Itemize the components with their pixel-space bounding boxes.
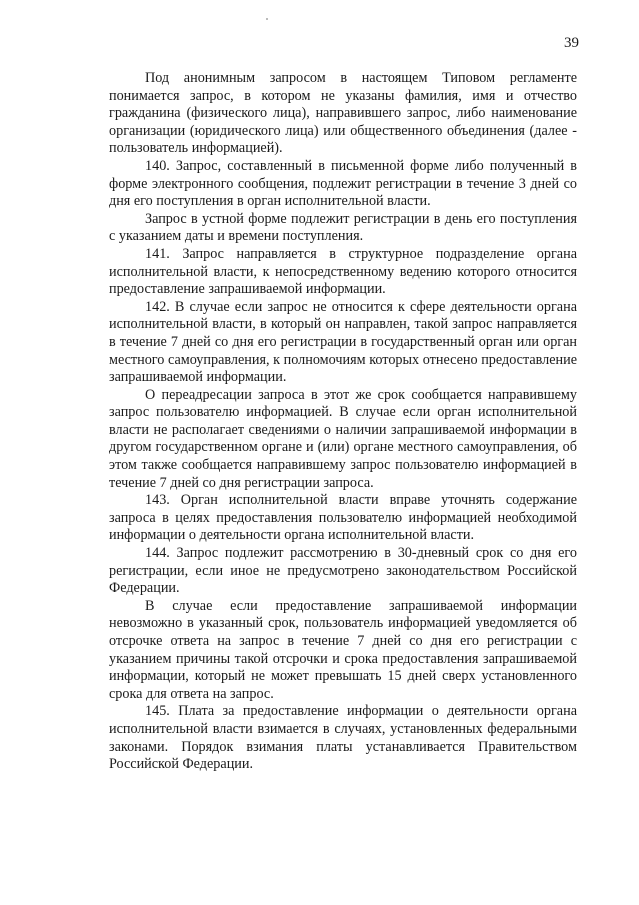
paragraph-anonymous-request: Под анонимным запросом в настоящем Типовом регламенте понимается запрос, в котором не указаны фамилия, имя и отчество гражданина (физического лица), направившего запрос, либо наименование организации (юридического лица) или общественного объединения (далее - пользователь информацией).: [109, 70, 577, 157]
paragraph-143: 143. Орган исполнительной власти вправе уточнять содержание запроса в целях предоставления пользователю информацией необходимой информации о деятельности органа исполнительной власти.: [109, 492, 577, 544]
scan-speck: [266, 18, 268, 20]
paragraph-142: 142. В случае если запрос не относится к сфере деятельности органа исполнительной власти, в который он направлен, такой запрос направляется в течение 7 дней со дня его регистрации в государственный орган или орган местного самоуправления, к полномочиям которых отнесено предоставление запрашиваемой информации.: [109, 298, 577, 386]
paragraph-readdressing: О переадресации запроса в этот же срок сообщается направившему запрос пользователю информацией. В случае если орган исполнительной власти не располагает сведениями о наличии запрашиваемой информации в другом государственном органе и (или) органе местного самоуправления, об этом также сообщается направившему запрос пользователю информацией в течение 7 дней со дня регистрации запроса.: [109, 386, 577, 491]
body-text: [109, 70, 577, 774]
paragraph-145: 145. Плата за предоставление информации о деятельности органа исполнительной власти взимается в случаях, установленных федеральными законами. Порядок взимания платы устанавливается Правительством Российской Федерации.: [109, 703, 577, 773]
paragraph-oral-request: Запрос в устной форме подлежит регистрации в день его поступления с указанием даты и времени поступления.: [109, 210, 577, 245]
page-number: 39: [564, 35, 579, 51]
paragraph-144: 144. Запрос подлежит рассмотрению в 30-дневный срок со дня его регистрации, если иное не предусмотрено законодательством Российской Федерации.: [109, 545, 577, 597]
paragraph-deferral: В случае если предоставление запрашиваемой информации невозможно в указанный срок, пользователь информацией уведомляется об отсрочке ответа на запрос в течение 7 дней со дня его регистрации с указанием причины такой отсрочки и срока предоставления запрашиваемой информации, который не может превышать 15 дней сверх установленного срока для ответа на запрос.: [109, 597, 577, 702]
paragraph-140: 140. Запрос, составленный в письменной форме либо полученный в форме электронного сообщения, подлежит регистрации в течение 3 дней со дня его поступления в орган исполнительной власти.: [109, 157, 577, 210]
paragraph-141: 141. Запрос направляется в структурное подразделение органа исполнительной власти, к непосредственному ведению которого относится предоставление запрашиваемой информации.: [109, 245, 577, 298]
